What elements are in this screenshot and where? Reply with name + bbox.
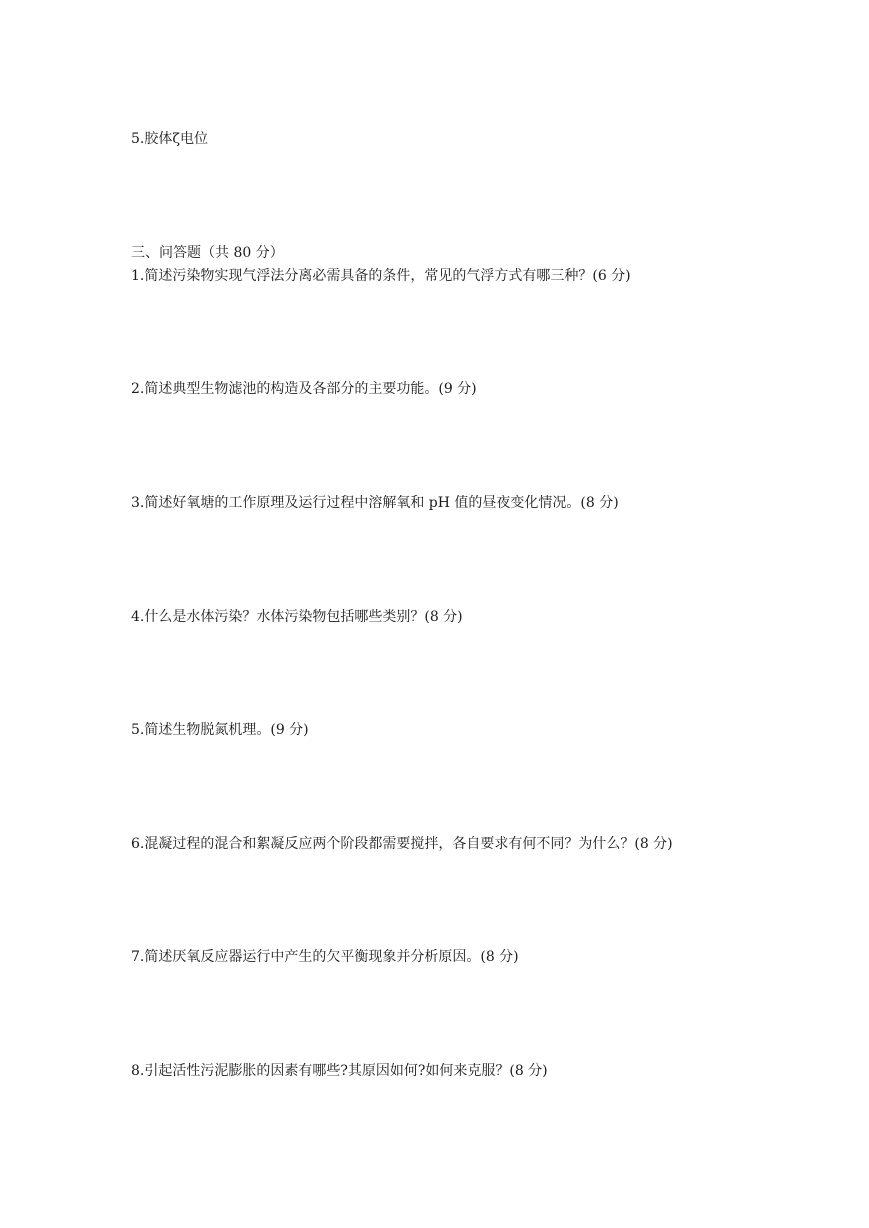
definition-item: 5.胶体ζ电位: [131, 131, 208, 147]
question-2: 2.简述典型生物滤池的构造及各部分的主要功能。(9 分): [131, 381, 477, 397]
question-6: 6.混凝过程的混合和絮凝反应两个阶段都需要搅拌，各自要求有何不同？为什么？(8 分): [131, 836, 673, 852]
question-8: 8.引起活性污泥膨胀的因素有哪些?其原因如何?如何来克服？(8 分): [131, 1063, 548, 1079]
section-heading: 三、问答题（共 80 分）: [131, 245, 284, 261]
question-5: 5.简述生物脱氮机理。(9 分): [131, 722, 309, 738]
question-3: 3.简述好氧塘的工作原理及运行过程中溶解氧和 pH 值的昼夜变化情况。(8 分): [131, 495, 619, 511]
question-4: 4.什么是水体污染？水体污染物包括哪些类别？(8 分): [131, 609, 463, 625]
question-7: 7.简述厌氧反应器运行中产生的欠平衡现象并分析原因。(8 分): [131, 949, 519, 965]
question-1: 1.简述污染物实现气浮法分离必需具备的条件，常见的气浮方式有哪三种？(6 分): [131, 268, 631, 284]
